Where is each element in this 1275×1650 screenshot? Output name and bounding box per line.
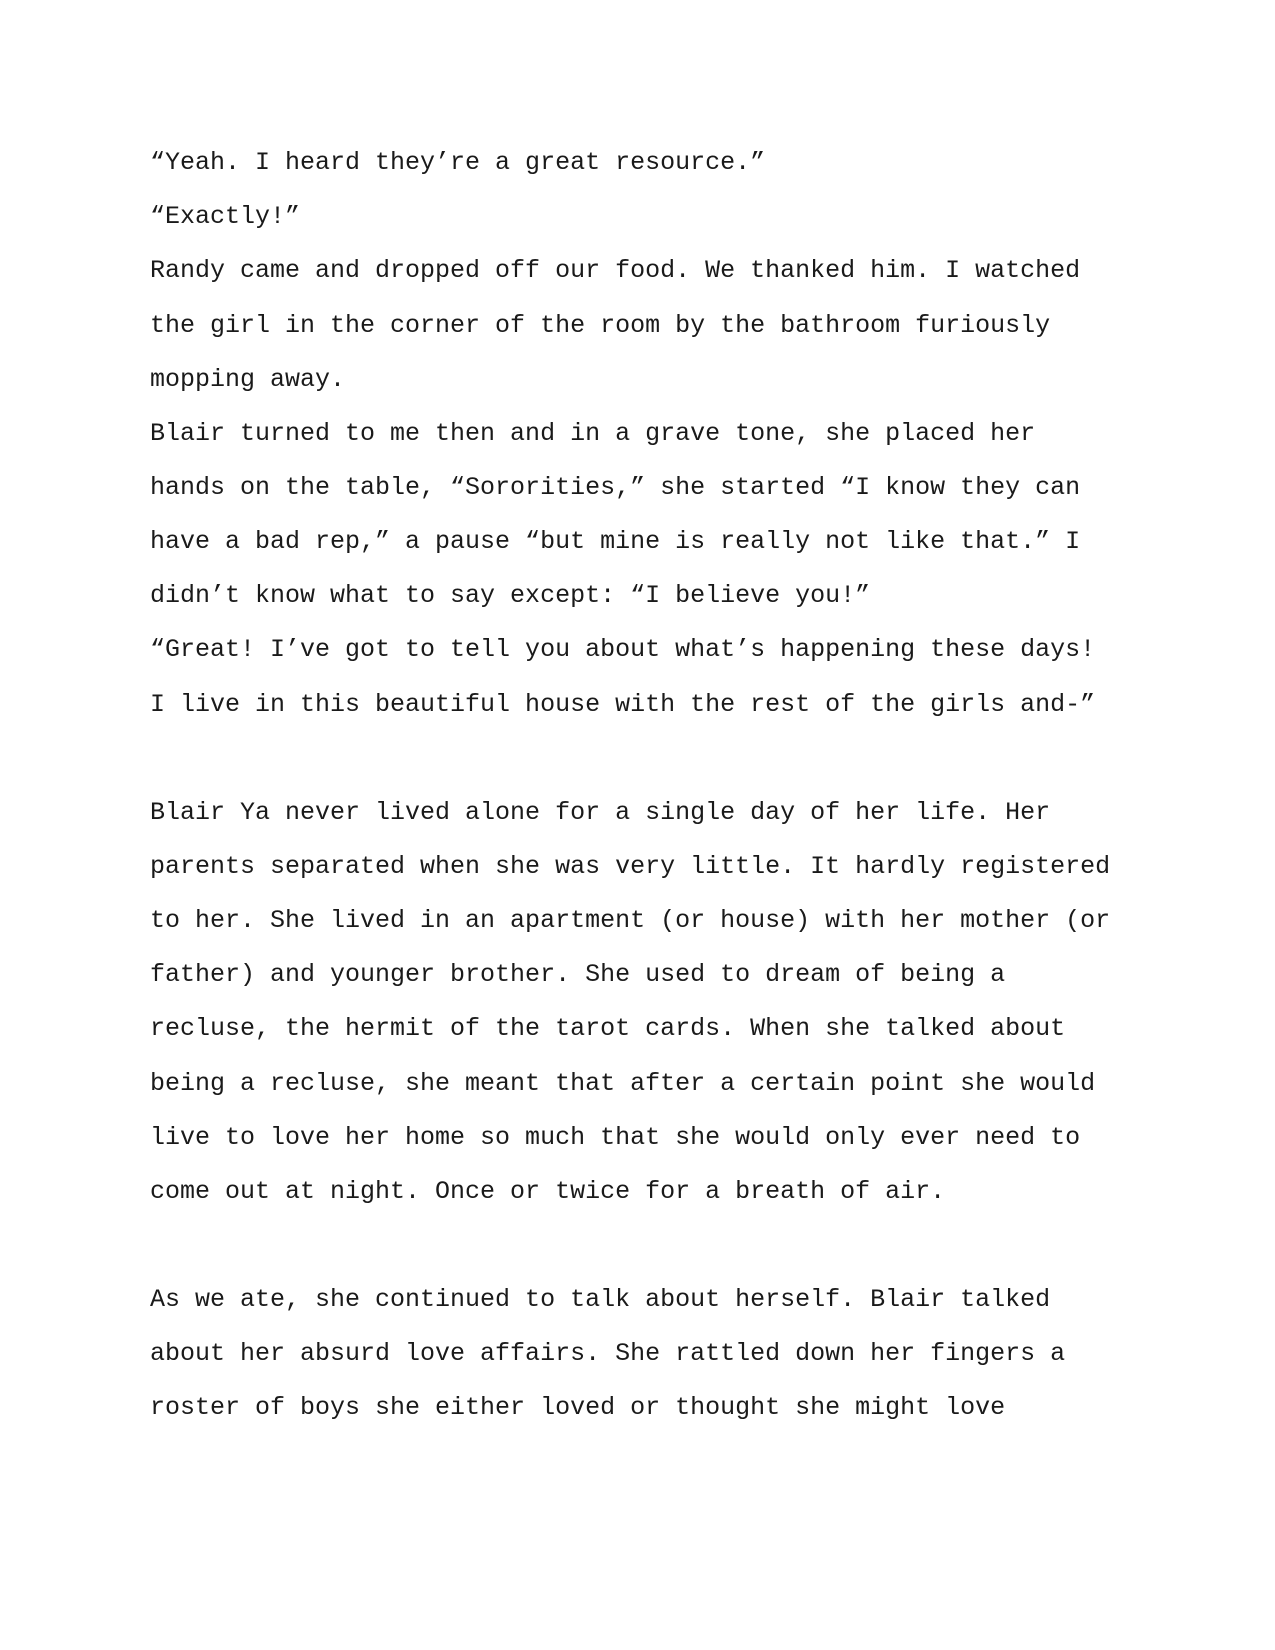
text-line: parents separated when she was very little. It hardly registered [150, 852, 1111, 881]
text-line: “Great! I’ve got to tell you about what’s happening these days! [150, 635, 1096, 664]
text-line: “Exactly!” [150, 202, 301, 231]
text-line: hands on the table, “Sororities,” she started “I know they can [150, 473, 1081, 502]
text-line: Randy came and dropped off our food. We thanked him. I watched [150, 256, 1081, 285]
text-line: live to love her home so much that she would only ever need to [150, 1123, 1081, 1152]
text-line: roster of boys she either loved or thought she might love [150, 1393, 1006, 1422]
text-line: father) and younger brother. She used to dream of being a [150, 960, 1006, 989]
text-line: As we ate, she continued to talk about herself. Blair talked [150, 1285, 1051, 1314]
text-line: mopping away. [150, 365, 346, 394]
text-line: “Yeah. I heard they’re a great resource.” [150, 148, 766, 177]
text-line: I live in this beautiful house with the rest of the girls and-” [150, 690, 1096, 719]
text-line: Blair Ya never lived alone for a single day of her life. Her [150, 798, 1051, 827]
text-line: the girl in the corner of the room by the bathroom furiously [150, 311, 1051, 340]
text-line: about her absurd love affairs. She rattled down her fingers a [150, 1339, 1066, 1368]
text-line: to her. She lived in an apartment (or house) with her mother (or [150, 906, 1111, 935]
text-line: being a recluse, she meant that after a certain point she would [150, 1069, 1096, 1098]
text-line: recluse, the hermit of the tarot cards. When she talked about [150, 1014, 1066, 1043]
text-line: come out at night. Once or twice for a breath of air. [150, 1177, 946, 1206]
text-line: didn’t know what to say except: “I believe you!” [150, 581, 871, 610]
text-line: have a bad rep,” a pause “but mine is really not like that.” I [150, 527, 1081, 556]
text-line: Blair turned to me then and in a grave tone, she placed her [150, 419, 1036, 448]
